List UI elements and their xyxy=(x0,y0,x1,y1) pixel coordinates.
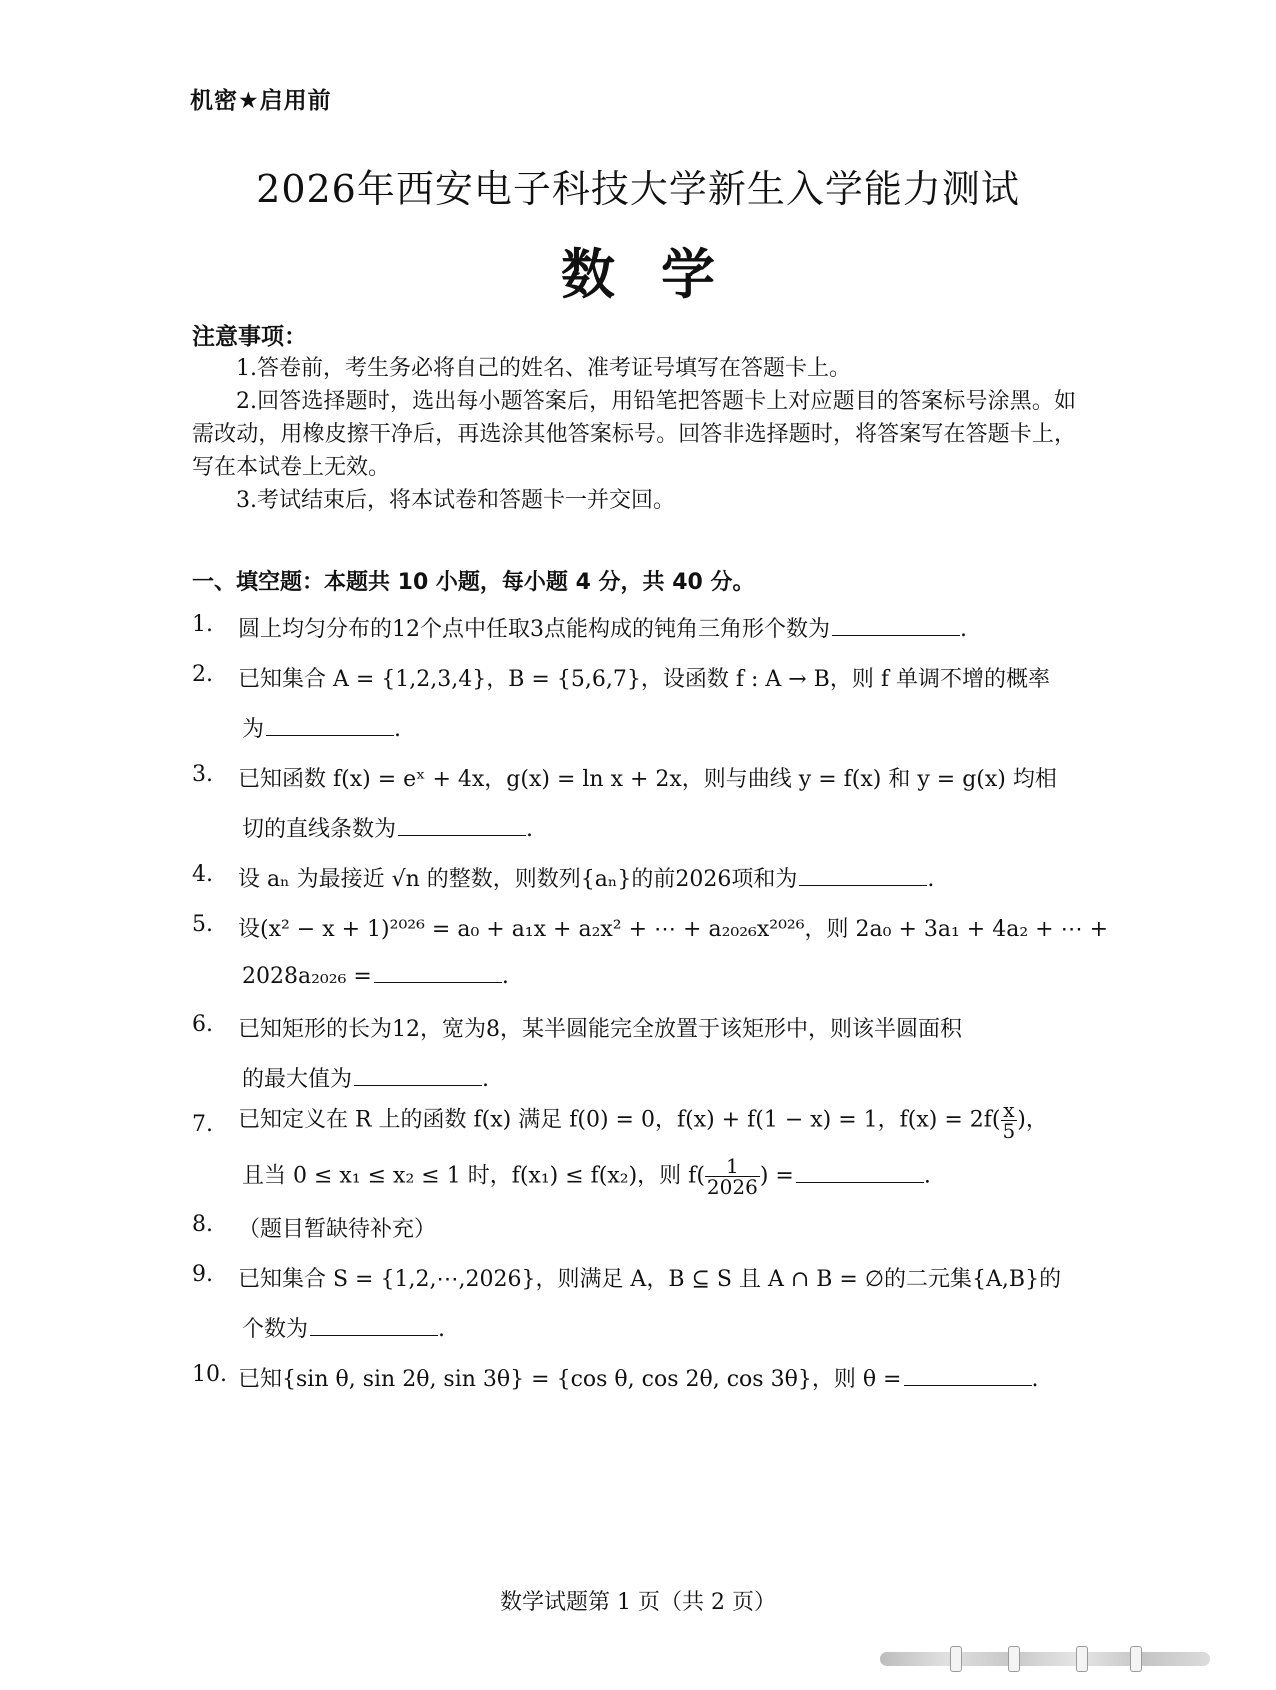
fraction-denominator: 2026 xyxy=(706,1175,758,1199)
question-line1: 已知矩形的长为12，宽为8，某半圆能完全放置于该矩形中，则该半圆面积 xyxy=(238,1017,962,1042)
question-line2: 的最大值为 xyxy=(242,1067,353,1092)
question-line1: 已知函数 f(x) = eˣ + 4x，g(x) = ln x + 2x，则与曲线 y = f(x) 和 y = g(x) 均相 xyxy=(238,767,1057,792)
question-line2: 且当 0 ≤ x₁ ≤ x₂ ≤ 1 时，f(x₁) ≤ f(x₂)，则 f( xyxy=(242,1163,705,1189)
question-line1: 设(x² − x + 1)²⁰²⁶ = a₀ + a₁x + a₂x² + ⋯ + a₂₀₂₆x²⁰²⁶，则 2a₀ + 3a₁ + 4a₂ + ⋯ + xyxy=(238,917,1109,942)
question-text xyxy=(238,1362,1039,1393)
section-heading: 一、填空题：本题共 10 小题，每小题 4 分，共 40 分。 xyxy=(192,570,755,595)
question-line2-after: ) = xyxy=(759,1163,794,1189)
scan-artifact-mark xyxy=(950,1646,962,1672)
question-number: 2. xyxy=(192,662,213,687)
question-line2-end: . xyxy=(923,1163,931,1189)
subject-title: 数学 xyxy=(561,243,761,306)
fraction-denominator: 5 xyxy=(1002,1119,1016,1143)
notice-list xyxy=(192,352,1076,517)
question-line2: 个数为 xyxy=(242,1317,309,1342)
answer-blank[interactable] xyxy=(310,1315,438,1336)
answer-blank[interactable] xyxy=(799,865,927,886)
scan-artifact-mark xyxy=(1076,1646,1088,1672)
question-line1: （题目暂缺待补充） xyxy=(238,1217,437,1242)
confidential-label: 机密★启用前 xyxy=(190,88,332,114)
question-text-line2 xyxy=(242,1312,445,1343)
question-line2: 为 xyxy=(242,717,265,742)
answer-blank[interactable] xyxy=(374,962,502,983)
answer-blank[interactable] xyxy=(796,1162,924,1183)
question-line2-end: . xyxy=(438,1317,446,1342)
answer-blank[interactable] xyxy=(832,615,960,636)
notice-item: 2.回答选择题时，选出每小题答案后，用铅笔把答题卡上对应题目的答案标号涂黑。如需改动，用橡皮擦干净后，再选涂其他答案标号。回答非选择题时，将答案写在答题卡上，写在本试卷上无效。 xyxy=(192,389,1076,480)
question-line1-end: . xyxy=(960,617,967,642)
question-number: 6. xyxy=(192,1012,213,1037)
fraction xyxy=(1001,1100,1018,1141)
question-number: 9. xyxy=(192,1262,213,1287)
question-text-line1 xyxy=(238,1100,1048,1141)
question-line2-end: . xyxy=(482,1067,490,1092)
question-line1: 设 aₙ 为最接近 √n 的整数，则数列{aₙ}的前2026项和为 xyxy=(238,867,798,892)
question-number: 7. xyxy=(192,1112,213,1137)
question-line1-end: . xyxy=(927,867,935,892)
answer-blank[interactable] xyxy=(266,715,394,736)
question-line1: 已知集合 A = {1,2,3,4}，B = {5,6,7}，设函数 f : A → B，则 f 单调不增的概率 xyxy=(238,667,1050,692)
fraction xyxy=(705,1156,760,1197)
scan-artifact-mark xyxy=(1130,1646,1142,1672)
question-text-line2 xyxy=(242,962,509,989)
question-line2: 切的直线条数为 xyxy=(242,817,397,842)
question-line1: 已知集合 S = {1,2,⋯,2026}，则满足 A，B ⊆ S 且 A ∩ B = ∅的二元集{A,B}的 xyxy=(238,1267,1062,1292)
fraction-numerator: x xyxy=(1001,1100,1018,1121)
question-text xyxy=(238,612,967,643)
notice-heading: 注意事项： xyxy=(192,324,307,350)
question-number: 4. xyxy=(192,862,213,887)
scan-artifact-bar xyxy=(880,1652,1210,1666)
question-text-line2 xyxy=(242,1156,931,1197)
question-line1: 已知{sin θ, sin 2θ, sin 3θ} = {cos θ, cos 2θ, cos 3θ}，则 θ = xyxy=(238,1367,902,1392)
answer-blank[interactable] xyxy=(398,815,526,836)
question-line2-end: . xyxy=(394,717,402,742)
question-number: 5. xyxy=(192,912,213,937)
question-line2: 2028a₂₀₂₆ = xyxy=(242,964,372,989)
question-number: 8. xyxy=(192,1212,213,1237)
notice-item: 1.答卷前，考生务必将自己的姓名、准考证号填写在答题卡上。 xyxy=(236,356,851,381)
question-text-line2 xyxy=(242,1062,489,1093)
notice-item: 3.考试结束后，将本试卷和答题卡一并交回。 xyxy=(236,488,675,513)
answer-blank[interactable] xyxy=(354,1065,482,1086)
question-text-line2 xyxy=(242,812,533,843)
question-line2-end: . xyxy=(526,817,534,842)
question-number: 1. xyxy=(192,612,213,637)
answer-blank[interactable] xyxy=(904,1365,1032,1386)
question-line2-end: . xyxy=(501,964,509,989)
question-number: 3. xyxy=(192,762,213,787)
question-line1: 已知定义在 R 上的函数 f(x) 满足 f(0) = 0，f(x) + f(1 − x) = 1，f(x) = 2f( xyxy=(238,1107,1001,1133)
question-text-line2 xyxy=(242,712,401,743)
question-number: 10. xyxy=(192,1362,227,1387)
exam-title: 2026年西安电子科技大学新生入学能力测试 xyxy=(256,167,1020,211)
fraction-numerator: 1 xyxy=(705,1156,760,1177)
question-text xyxy=(238,862,934,893)
scan-artifact-mark xyxy=(1008,1646,1020,1672)
question-line1: 圆上均匀分布的12个点中任取3点能构成的钝角三角形个数为 xyxy=(238,617,830,642)
question-line1-after: )， xyxy=(1017,1107,1048,1133)
question-line1-end: . xyxy=(1031,1367,1039,1392)
page-footer: 数学试题第 1 页（共 2 页） xyxy=(500,1590,776,1615)
